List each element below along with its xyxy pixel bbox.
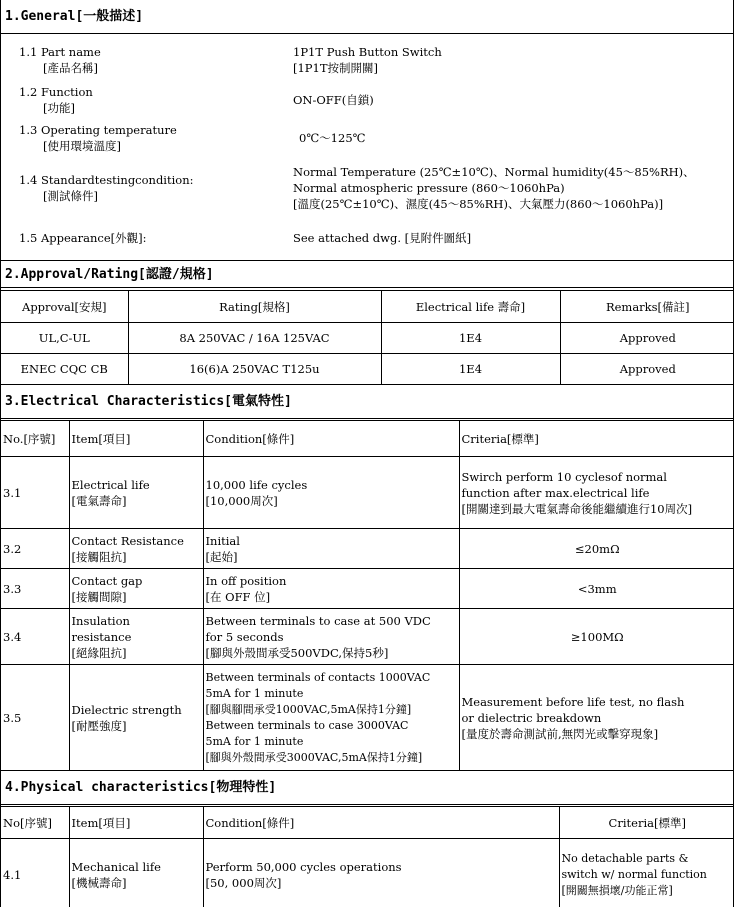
header-cell: No.[序號]: [1, 421, 69, 457]
condition-cell: [203, 839, 559, 907]
header-cell: Electrical life 壽命]: [381, 291, 560, 323]
criteria-cell: <3mm: [459, 569, 734, 609]
item-label: 1.4 Standardtestingcondition:: [19, 173, 194, 187]
approval-cell: ENEC CQC CB: [1, 354, 128, 385]
item-line: [絕緣阻抗]: [71, 645, 127, 660]
section-electrical-title: 3.Electrical Characteristics[電氣特性]: [1, 385, 733, 419]
item-value: [溫度(25℃±10℃)、濕度(45～85%RH)、大氣壓力(860～1060hPa)]: [293, 197, 664, 211]
rating-cell: 8A 250VAC / 16A 125VAC: [128, 323, 381, 354]
condition-line: [腳與外殼間承受3000VAC,5mA保持1分鐘]: [205, 750, 423, 764]
item-line: Mechanical life: [71, 859, 161, 874]
header-cell: Remarks[備註]: [560, 291, 734, 323]
condition-cell: [203, 609, 459, 665]
condition-line: [在 OFF 位]: [205, 589, 271, 604]
criteria-cell: [459, 457, 734, 529]
approval-cell: UL,C-UL: [1, 323, 128, 354]
no-cell: 4.1: [1, 839, 69, 907]
criteria-cell: [559, 839, 734, 907]
item-value: 0℃～125℃: [299, 131, 366, 145]
item-line: [接觸間隙]: [71, 589, 127, 604]
item-value: See attached dwg. [見附件圖紙]: [293, 231, 472, 245]
item-line: Electrical life: [71, 477, 150, 492]
table-header-row: [1, 291, 734, 323]
item-line: Insulation: [71, 613, 130, 628]
header-cell: No[序號]: [1, 807, 69, 839]
criteria-line: No detachable parts &: [561, 851, 689, 865]
item-line: [機械壽命]: [71, 875, 127, 890]
condition-line: Perform 50,000 cycles operations: [205, 859, 402, 874]
table-header-row: [1, 421, 734, 457]
header-cell: Criteria[標準]: [559, 807, 734, 839]
rating-cell: 16(6)A 250VAC T125u: [128, 354, 381, 385]
condition-line: In off position: [205, 573, 287, 588]
condition-line: 5mA for 1 minute: [205, 686, 304, 700]
section-general-title: 1.General[一般描述]: [1, 0, 733, 34]
table-row: [1, 665, 734, 771]
general-section: [1, 34, 733, 260]
item-value: [1P1T按制開關]: [293, 61, 379, 75]
condition-line: Initial: [205, 533, 240, 548]
condition-cell: [203, 569, 459, 609]
criteria-line: [開關達到最大電氣壽命後能繼續進行10周次]: [461, 501, 693, 516]
criteria-line: function after max.electrical life: [461, 485, 650, 500]
condition-cell: [203, 457, 459, 529]
approval-table: [1, 290, 734, 385]
item-cell: [69, 665, 203, 771]
no-cell: 3.1: [1, 457, 69, 529]
header-cell: Condition[條件]: [203, 421, 459, 457]
header-cell: Item[項目]: [69, 421, 203, 457]
header-cell: Rating[規格]: [128, 291, 381, 323]
item-value: Normal Temperature (25℃±10℃)、Normal humidity(45～85%RH)、: [293, 165, 695, 179]
item-cell: [69, 569, 203, 609]
condition-line: for 5 seconds: [205, 629, 284, 644]
item-line: [接觸阻抗]: [71, 549, 127, 564]
condition-line: 10,000 life cycles: [205, 477, 308, 492]
item-cell: [69, 457, 203, 529]
item-value: 1P1T Push Button Switch: [293, 45, 442, 59]
item-line: resistance: [71, 629, 132, 644]
header-cell: Condition[條件]: [203, 807, 559, 839]
criteria-line: switch w/ normal function: [561, 867, 707, 881]
item-cell: [69, 839, 203, 907]
condition-line: Between terminals of contacts 1000VAC: [205, 670, 431, 684]
life-cell: 1E4: [381, 323, 560, 354]
item-label: 1.2 Function: [19, 85, 93, 99]
life-cell: 1E4: [381, 354, 560, 385]
condition-line: [50, 000周次]: [205, 875, 282, 890]
item-line: Contact Resistance: [71, 533, 184, 548]
electrical-table: [1, 420, 734, 771]
no-cell: 3.2: [1, 529, 69, 569]
item-cell: [69, 529, 203, 569]
header-cell: Approval[安規]: [1, 291, 128, 323]
table-row: [1, 529, 734, 569]
criteria-line: [量度於壽命測試前,無閃光或擊穿現象]: [461, 726, 659, 741]
condition-cell: [203, 529, 459, 569]
no-cell: 3.5: [1, 665, 69, 771]
criteria-cell: ≥100MΩ: [459, 609, 734, 665]
item-line: [電氣壽命]: [71, 493, 127, 508]
table-row: [1, 323, 734, 354]
item-label-zh: [使用環境溫度]: [43, 139, 121, 153]
item-label: 1.1 Part name: [19, 45, 101, 59]
table-row: [1, 839, 734, 907]
item-line: [耐壓強度]: [71, 718, 127, 733]
table-row: [1, 354, 734, 385]
condition-line: Between terminals to case 3000VAC: [205, 718, 409, 732]
table-row: [1, 457, 734, 529]
item-label-zh: [產品名稱]: [43, 61, 98, 75]
item-label: 1.5 Appearance[外觀]:: [19, 231, 147, 245]
criteria-cell: ≤20mΩ: [459, 529, 734, 569]
no-cell: 3.4: [1, 609, 69, 665]
criteria-cell: [459, 665, 734, 771]
remarks-cell: Approved: [560, 354, 734, 385]
item-cell: [69, 609, 203, 665]
condition-line: [腳與外殼間承受500VDC,保持5秒]: [205, 645, 389, 660]
item-line: Dielectric strength: [71, 702, 182, 717]
remarks-cell: Approved: [560, 323, 734, 354]
criteria-line: Measurement before life test, no flash: [461, 694, 685, 709]
condition-line: [腳與腳間承受1000VAC,5mA保持1分鐘]: [205, 702, 412, 716]
condition-line: [10,000周次]: [205, 493, 278, 508]
section-physical-title: 4.Physical characteristics[物理特性]: [1, 771, 733, 805]
criteria-line: Swirch perform 10 cyclesof normal: [461, 469, 667, 484]
physical-table: [1, 806, 734, 907]
item-value: Normal atmospheric pressure (860～1060hPa): [293, 181, 565, 195]
item-line: Contact gap: [71, 573, 143, 588]
table-header-row: [1, 807, 734, 839]
header-cell: Criteria[標準]: [459, 421, 734, 457]
header-cell: Item[項目]: [69, 807, 203, 839]
criteria-line: [開關無損壞/功能正常]: [561, 883, 673, 897]
no-cell: 3.3: [1, 569, 69, 609]
item-label-zh: [功能]: [43, 101, 75, 115]
section-approval-title: 2.Approval/Rating[認證/規格]: [1, 260, 733, 288]
item-label: 1.3 Operating temperature: [19, 123, 177, 137]
condition-cell: [203, 665, 459, 771]
item-value: ON-OFF(自鎖): [293, 93, 374, 107]
table-row: [1, 609, 734, 665]
condition-line: Between terminals to case at 500 VDC: [205, 613, 431, 628]
criteria-line: or dielectric breakdown: [461, 710, 602, 725]
table-row: [1, 569, 734, 609]
condition-line: [起始]: [205, 549, 238, 564]
item-label-zh: [測試條件]: [43, 189, 98, 203]
condition-line: 5mA for 1 minute: [205, 734, 304, 748]
